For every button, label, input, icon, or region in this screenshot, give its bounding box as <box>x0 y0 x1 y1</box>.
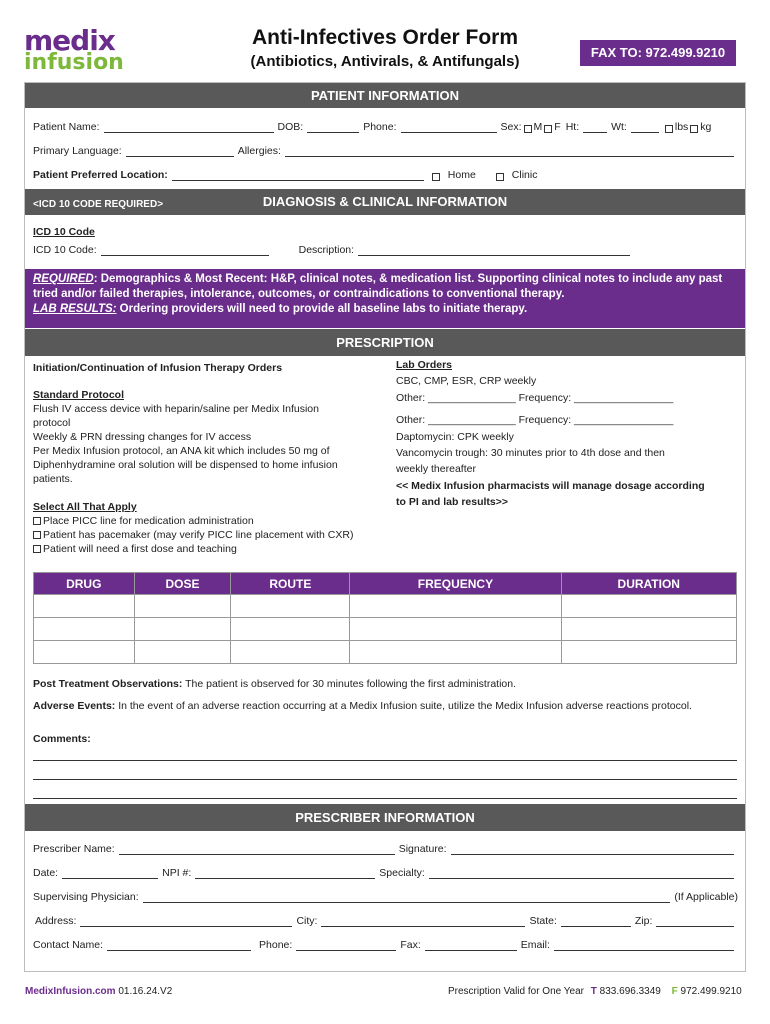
table-cell[interactable] <box>561 641 737 664</box>
table-cell[interactable] <box>231 595 350 618</box>
patient-row-2 <box>33 145 738 157</box>
date-label: Date: <box>33 867 59 879</box>
pharmacist-note-1: << Medix Infusion pharmacists will manage dosage according <box>396 479 705 492</box>
lab-vancomycin-1: Vancomycin trough: 30 minutes prior to 4th dose and then <box>396 447 665 460</box>
lab-results-text: Ordering providers will need to provide all baseline labs to initiate therapy. <box>116 303 528 315</box>
protocol-line: protocol <box>33 417 71 429</box>
home-checkbox[interactable] <box>432 173 440 181</box>
prescription-bar: PRESCRIPTION <box>25 329 745 356</box>
kg-label: kg <box>700 121 712 133</box>
protocol-line: Per Medix Infusion protocol, an ANA kit which includes 50 mg of <box>33 445 330 457</box>
patient-row-3 <box>33 169 738 181</box>
lab-orders-heading: Lab Orders <box>396 359 453 371</box>
patient-row-1 <box>33 121 738 133</box>
specialty-field[interactable] <box>429 869 734 879</box>
comment-line-3[interactable] <box>33 798 737 799</box>
prescriber-row-2 <box>33 867 738 879</box>
city-field[interactable] <box>321 917 525 927</box>
city-label: City: <box>296 915 318 927</box>
prescriber-name-label: Prescriber Name: <box>33 843 115 855</box>
prescriber-name-field[interactable] <box>119 845 395 855</box>
lab-cbc: CBC, CMP, ESR, CRP weekly <box>396 375 537 388</box>
diagnosis-bar <box>25 189 745 215</box>
pharmacist-note-2: to PI and lab results>> <box>396 496 509 509</box>
patient-name-label: Patient Name: <box>33 121 100 133</box>
footer-f-label: F <box>671 986 678 997</box>
weight-field[interactable] <box>631 123 659 133</box>
lab-daptomycin: Daptomycin: CPK weekly <box>396 430 514 443</box>
comment-line-2[interactable] <box>33 779 737 780</box>
patient-name-field[interactable] <box>104 123 274 133</box>
description-field[interactable] <box>358 246 630 256</box>
standard-protocol-list <box>33 402 338 486</box>
allergies-field[interactable] <box>285 147 734 157</box>
icd-heading: ICD 10 Code <box>33 226 95 238</box>
protocol-line: Weekly & PRN dressing changes for IV access <box>33 431 252 443</box>
col-drug: DRUG <box>34 573 135 595</box>
zip-label: Zip: <box>634 915 653 927</box>
lbs-label: lbs <box>674 121 689 133</box>
date-field[interactable] <box>62 869 158 879</box>
lab-other-2[interactable]: Other: _______________ Frequency: _________________ <box>396 414 674 427</box>
signature-label: Signature: <box>398 843 447 855</box>
drug-table <box>33 572 737 664</box>
clinic-label: Clinic <box>511 169 538 181</box>
preferred-location-label: Patient Preferred Location: <box>33 169 168 181</box>
supervising-physician-label: Supervising Physician: <box>33 891 139 903</box>
sex-m-checkbox[interactable] <box>524 125 532 133</box>
table-cell[interactable] <box>231 618 350 641</box>
home-label: Home <box>447 169 476 181</box>
fax-field[interactable] <box>425 941 517 951</box>
lbs-checkbox[interactable] <box>665 125 673 133</box>
adverse-events <box>33 700 733 712</box>
form-title: Anti-Infectives Order Form <box>251 26 519 49</box>
table-cell[interactable] <box>350 595 561 618</box>
logo-text-medix: medix <box>24 24 115 57</box>
patient-information-bar: PATIENT INFORMATION <box>25 83 745 108</box>
footer-site[interactable]: MedixInfusion.com <box>25 986 116 997</box>
logo-text-infusion: infusion <box>24 50 124 75</box>
phone-field-prescriber[interactable] <box>296 941 396 951</box>
lab-vancomycin-2: weekly thereafter <box>396 463 476 476</box>
pacemaker-checkbox[interactable] <box>33 531 41 539</box>
sex-f-label: F <box>554 121 561 133</box>
phone-field[interactable] <box>401 123 497 133</box>
language-field[interactable] <box>126 147 234 157</box>
dob-label: DOB: <box>277 121 304 133</box>
prescriber-row-4 <box>33 915 738 927</box>
post-treatment <box>33 677 738 691</box>
required-notice <box>25 269 745 328</box>
required-label: REQUIRED <box>33 273 94 285</box>
table-cell[interactable] <box>34 641 135 664</box>
footer-t-number: 833.696.3349 <box>596 986 661 997</box>
pacemaker-label: Patient has pacemaker (may verify PICC line placement with CXR) <box>43 529 354 541</box>
form-subtitle: (Antibiotics, Antivirals, & Antifungals) <box>250 53 520 70</box>
footer-version: 01.16.24.V2 <box>115 986 173 997</box>
first-dose-label: Patient will need a first dose and teaching <box>43 543 237 555</box>
footer-left <box>25 985 172 999</box>
if-applicable-label: (If Applicable) <box>674 891 738 903</box>
dob-field[interactable] <box>307 123 359 133</box>
lab-results-label: LAB RESULTS: <box>33 303 117 315</box>
icd-code-label: ICD 10 Code: <box>33 244 97 256</box>
email-field[interactable] <box>554 941 734 951</box>
protocol-line: patients. <box>33 473 73 485</box>
col-duration: DURATION <box>561 573 737 595</box>
phone-label: Phone: <box>363 121 397 133</box>
npi-field[interactable] <box>195 869 375 879</box>
post-treatment-label: Post Treatment Observations: <box>33 678 183 690</box>
medix-infusion-logo <box>24 24 134 78</box>
table-cell[interactable] <box>34 595 135 618</box>
adverse-events-label: Adverse Events: <box>33 700 116 712</box>
col-dose: DOSE <box>134 573 231 595</box>
adverse-events-text: In the event of an adverse reaction occurring at a Medix Infusion suite, utilize the Medix Infusion adverse reactions protocol. <box>115 700 692 712</box>
allergies-label: Allergies: <box>237 145 281 157</box>
table-cell[interactable] <box>34 618 135 641</box>
footer-f-number: 972.499.9210 <box>677 986 742 997</box>
table-cell[interactable] <box>561 618 737 641</box>
table-cell[interactable] <box>350 641 561 664</box>
weight-label: Wt: <box>611 121 627 133</box>
description-label: Description: <box>298 244 355 256</box>
initiation-heading: Initiation/Continuation of Infusion Therapy Orders <box>33 362 283 374</box>
col-route: ROUTE <box>231 573 350 595</box>
icd-code-field[interactable] <box>101 246 269 256</box>
fax-label: Fax: <box>400 939 421 951</box>
sex-f-checkbox[interactable] <box>544 125 552 133</box>
address-field[interactable] <box>80 917 292 927</box>
lab-other-1[interactable]: Other: _______________ Frequency: _________________ <box>396 391 674 404</box>
contact-name-label: Contact Name: <box>33 939 104 951</box>
state-label: State: <box>529 915 557 927</box>
height-label: Ht: <box>565 121 580 133</box>
table-row <box>34 595 737 618</box>
diagnosis-bar-title: DIAGNOSIS & CLINICAL INFORMATION <box>262 194 508 209</box>
prescriber-row-3 <box>33 891 738 903</box>
protocol-line: Diphenhydramine oral solution will be dispensed to home infusion <box>33 459 338 471</box>
required-text: : Demographics & Most Recent: H&P, clinical notes, & medication list. Supporting clinical notes to include any past tried and/or failed therapies, intolerance, outcomes, or contraindications to conventional therapy. <box>33 273 723 300</box>
table-cell[interactable] <box>134 618 231 641</box>
sex-m-label: M <box>533 121 543 133</box>
lab-orders-block <box>396 357 705 511</box>
col-frequency: FREQUENCY <box>350 573 561 595</box>
icd-row <box>33 244 738 256</box>
first-dose-checkbox[interactable] <box>33 545 41 553</box>
kg-checkbox[interactable] <box>690 125 698 133</box>
footer-right <box>448 985 742 999</box>
height-field[interactable] <box>583 123 607 133</box>
signature-field[interactable] <box>451 845 734 855</box>
protocol-line: Flush IV access device with heparin/saline per Medix Infusion <box>33 403 319 415</box>
footer-t-label: T <box>590 986 597 997</box>
table-cell[interactable] <box>561 595 737 618</box>
select-item-picc[interactable] <box>33 514 353 528</box>
language-label: Primary Language: <box>33 145 122 157</box>
post-treatment-text: The patient is observed for 30 minutes following the first administration. <box>182 678 517 690</box>
comments-label: Comments: <box>33 733 91 745</box>
phone-label-prescriber: Phone: <box>259 939 293 951</box>
fax-badge: FAX TO: 972.499.9210 <box>580 40 736 66</box>
standard-protocol-heading: Standard Protocol <box>33 389 125 401</box>
prescriber-row-5 <box>33 939 738 951</box>
select-item-first-dose[interactable] <box>33 542 353 556</box>
picc-checkbox[interactable] <box>33 517 41 525</box>
email-label: Email: <box>520 939 550 951</box>
picc-label: Place PICC line for medication administration <box>43 515 254 527</box>
comment-line-1[interactable] <box>33 760 737 761</box>
icd-required-label: <ICD 10 CODE REQUIRED> <box>33 199 164 210</box>
prescriber-information-bar: PRESCRIBER INFORMATION <box>25 804 745 831</box>
address-label: Address: <box>35 915 77 927</box>
preferred-location-field[interactable] <box>172 171 424 181</box>
table-row <box>34 618 737 641</box>
table-cell[interactable] <box>134 641 231 664</box>
clinic-checkbox[interactable] <box>496 173 504 181</box>
select-all-heading: Select All That Apply <box>33 501 137 513</box>
select-all-list <box>33 514 353 556</box>
form-title-block <box>200 26 570 70</box>
specialty-label: Specialty: <box>379 867 425 879</box>
sex-label: Sex: <box>500 121 522 133</box>
table-cell[interactable] <box>231 641 350 664</box>
table-row <box>34 641 737 664</box>
select-item-pacemaker[interactable] <box>33 528 353 542</box>
drug-table-header <box>34 573 737 595</box>
table-cell[interactable] <box>350 618 561 641</box>
table-cell[interactable] <box>134 595 231 618</box>
supervising-physician-field[interactable] <box>143 893 671 903</box>
zip-field[interactable] <box>656 917 734 927</box>
npi-label: NPI #: <box>162 867 192 879</box>
contact-name-field[interactable] <box>107 941 251 951</box>
state-field[interactable] <box>561 917 631 927</box>
footer-valid: Prescription Valid for One Year <box>448 986 585 997</box>
prescriber-row-1 <box>33 843 738 855</box>
